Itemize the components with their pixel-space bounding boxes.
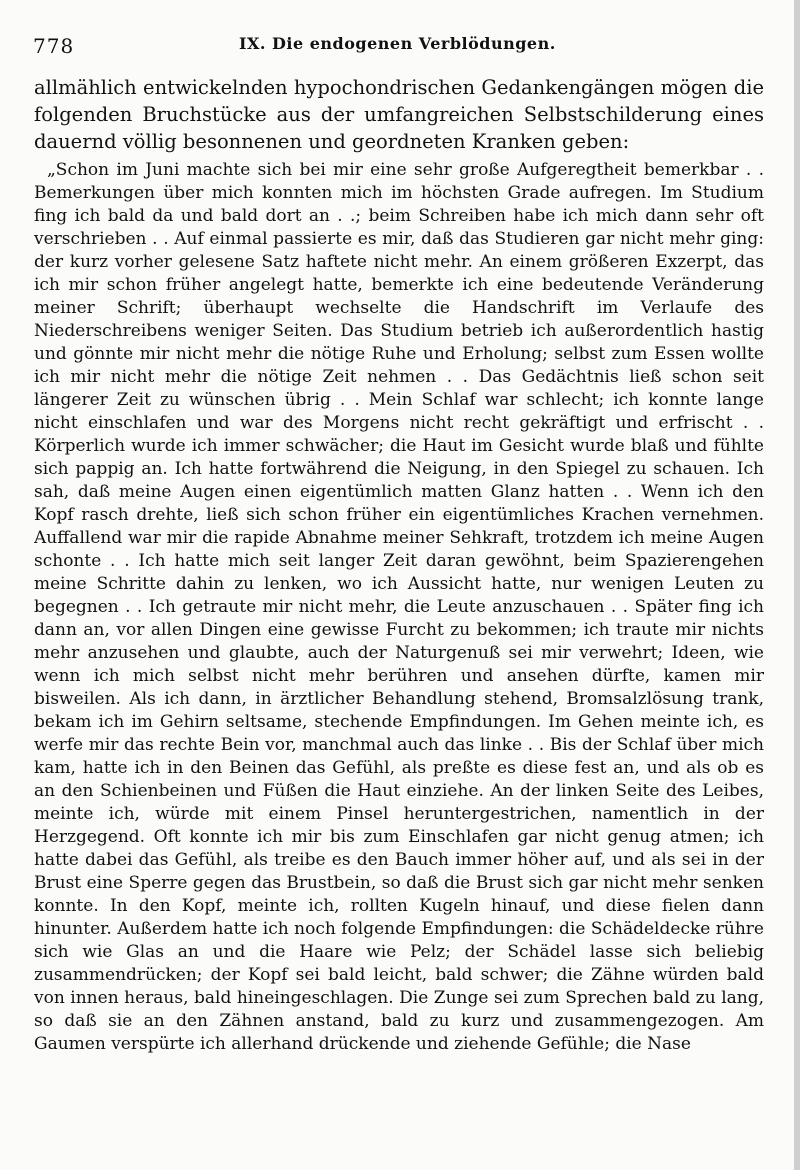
page-header — [33, 34, 763, 58]
page-number: 778 — [33, 34, 75, 58]
intro-paragraph: allmählich entwickelnden hypochondrischen Gedankengängen mögen die folgenden Bruchstücke aus der umfangreichen Selbstschilderung eines dauernd völlig besonnenen und geordneten Kranken geben: — [34, 76, 764, 153]
page-edge — [794, 0, 800, 1170]
quote-block — [34, 159, 764, 1169]
running-head: IX. Die endogenen Verblödungen. — [239, 34, 556, 53]
quote-paragraph: „Schon im Juni machte sich bei mir eine sehr große Aufgeregtheit bemerkbar . . Bemerkungen über mich konnten mich im höchsten Grade aufregen. Im Studium fing ich bald da und bald dort an . .; beim Schreiben habe ich mich dann sehr oft verschrieben . . Auf einmal passierte es mir, daß das Studieren gar nicht mehr ging: der kurz vorher gelesene Satz haftete nicht mehr. An einem größeren Exzerpt, das ich mir schon früher angelegt hatte, bemerkte ich eine bedeutende Veränderung meiner Schrift; überhaupt wechselte die Handschrift im Verlaufe des Niederschreibens weniger Seiten. Das Studium betrieb ich außerordentlich hastig und gönnte mir nicht mehr die nötige Ruhe und Erholung; selbst zum Essen wollte ich mir nicht mehr die nötige Zeit nehmen . . Das Gedächtnis ließ schon seit längerer Zeit zu wünschen übrig . . Mein Schlaf war schlecht; ich konnte lange nicht einschlafen und war des Morgens nicht recht gekräftigt und erfrischt . . Körperlich wurde ich immer schwächer; die Haut im Gesicht wurde blaß und fühlte sich pappig an. Ich hatte fortwährend die Neigung, in den Spiegel zu schauen. Ich sah, daß meine Augen einen eigentümlich matten Glanz hatten . . Wenn ich den Kopf rasch drehte, ließ sich schon früher ein eigentümliches Krachen vernehmen. Auffallend war mir die rapide Abnahme meiner Sehkraft, trotzdem ich meine Augen schonte . . Ich hatte mich seit langer Zeit daran gewöhnt, beim Spazierengehen meine Schritte dahin zu lenken, wo ich Aussicht hatte, nur wenigen Leuten zu begegnen . . Ich getraute mir nicht mehr, die Leute anzuschauen . . Später fing ich dann an, vor allen Dingen eine gewisse Furcht zu bekommen; ich traute mir nichts mehr anzusehen und glaubte, auch der Naturgenuß sei mir verwehrt; Ideen, wie wenn ich mich selbst nicht mehr berühren und ansehen dürfte, kamen mir bisweilen. Als ich dann, in ärztlicher Behandlung stehend, Bromsalzlösung trank, bekam ich im Gehirn seltsame, stechende Empfindungen. Im Gehen meinte ich, es werfe mir das rechte Bein vor, manchmal auch das linke . . Bis der Schlaf über mich kam, hatte ich in den Beinen das Gefühl, als preßte es diese fest an, und als ob es an den Schienbeinen und Füßen die Haut einziehe. An der linken Seite des Leibes, meinte ich, würde mit einem Pinsel heruntergestrichen, namentlich in der Herzgegend. Oft konnte ich mir bis zum Einschlafen gar nicht genug atmen; ich hatte dabei das Gefühl, als treibe es den Bauch immer höher auf, und als sei in der Brust eine Sperre gegen das Brustbein, so daß die Brust sich gar nicht mehr senken konnte. In den Kopf, meinte ich, rollten Kugeln hinauf, und diese fielen dann hinunter. Außerdem hatte ich noch folgende Empfindungen: die Schädeldecke rühre sich wie Glas an und die Haare wie Pelz; der Schädel lasse sich beliebig zusammendrücken; der Kopf sei bald leicht, bald schwer; die Zähne würden bald von innen heraus, bald hineingeschlagen. Die Zunge sei zum Sprechen bald zu lang, so daß sie an den Zähnen anstand, bald zu kurz und zusammengezogen. Am Gaumen verspürte ich allerhand drückende und ziehende Gefühle; die Nase — [34, 160, 764, 1054]
